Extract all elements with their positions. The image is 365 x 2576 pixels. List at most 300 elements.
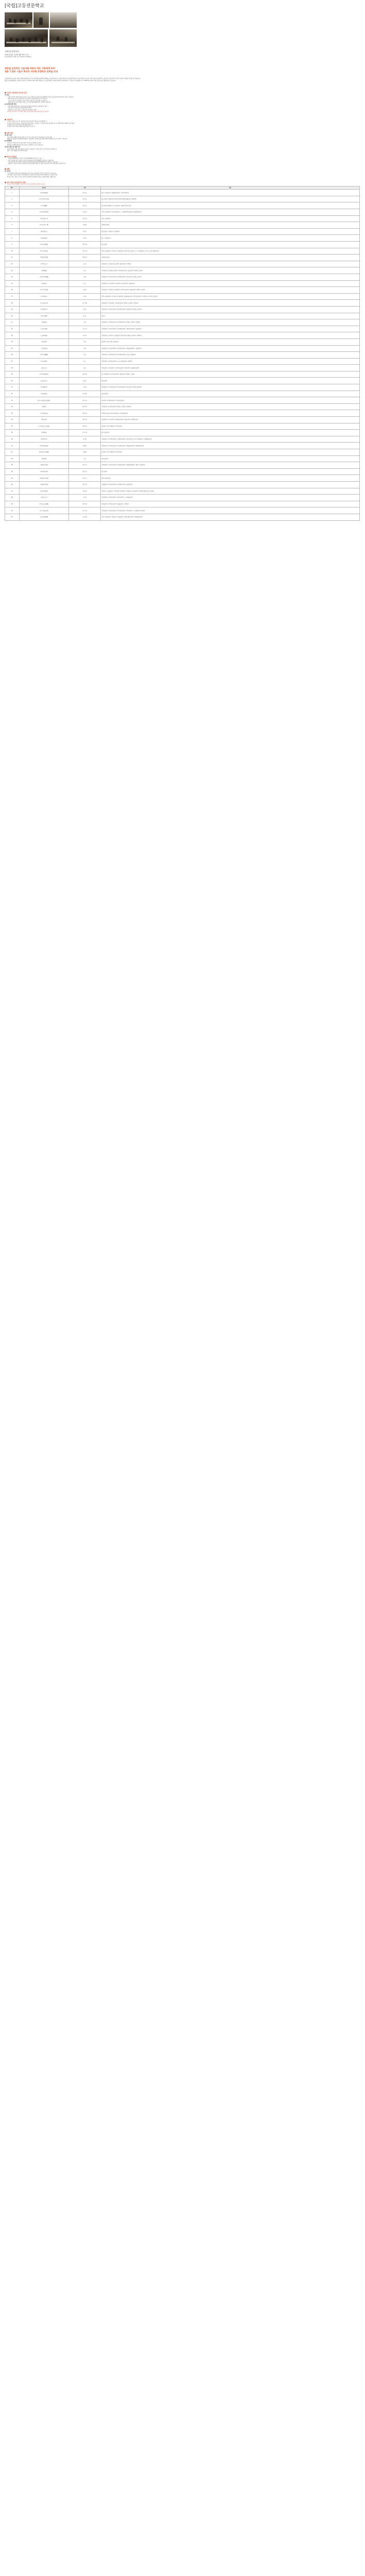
- lead-line: 졸업 후 본과졸업생은 '준학사'의 칭호가 부여되며, 대학 3학년 편입학 또는 전공과(2년) 진학을 통해 학사 학위 취득도 가능합니다. 취업률은 거의 100%에 가까워 기업으로부터 높은 평가를 받고 있습니다.: [5, 79, 116, 81]
- table-cell: 1: [5, 190, 20, 196]
- table-cell: 기계공학과 / 전기정보공학과 / 전자제어공학과 / 건설시스템공학과: [101, 352, 360, 359]
- table-cell: 10: [5, 248, 20, 255]
- table-cell: 교토: [69, 352, 101, 359]
- table-cell: 기계공학과 / 전기정보공학과 / 전자제어공학과 / 환경도시공학과 / 건축학과: [101, 319, 360, 326]
- table-cell: 공학과: [101, 313, 360, 319]
- life-line: 기숙사에는 일본인 학생도 함께 생활하므로 일본어 실력 향상과 문화 이해에 큰 도움이 됩니다.: [7, 174, 58, 176]
- section-title: ■ 입학 절차: [5, 132, 13, 134]
- table-cell: 유게상선(弓削商船): [19, 449, 68, 456]
- table-cell: 와카야마: [69, 371, 101, 378]
- table-cell: 나라(奈良): [19, 365, 68, 371]
- table-row: [5, 248, 360, 255]
- table-cell: 44: [5, 468, 20, 475]
- support-line: · 국비 유학생의 경우 입학금·수업료가 면제되며 월 117,000엔의 장학금이 지급됩니다.: [7, 159, 54, 161]
- life-line: 2) 튜터 제도: 입학 후 1년간 일본인 학생 튜터가 배정되어 학습 및 생활 전반을 지원합니다.: [7, 176, 56, 178]
- table-cell: 도쿠시마: [69, 430, 101, 436]
- table-cell: 2: [5, 196, 20, 202]
- table-cell: 솔루션공학과: [101, 455, 360, 462]
- table-cell: 야마구치: [69, 423, 101, 430]
- table-cell: 40: [5, 443, 20, 449]
- column-header: 지역: [69, 187, 101, 190]
- table-cell: 오이타: [69, 495, 101, 501]
- table-cell: 도쿄(東京): [19, 280, 68, 287]
- table-cell: 기사라즈(木更津): [19, 274, 68, 280]
- table-cell: 도마코마이(苫小牧): [19, 196, 68, 202]
- table-cell: 창조공학과 (엘렉트로닉스·정보공학·기계공학·건축디자인): [101, 202, 360, 209]
- table-cell: 11: [5, 255, 20, 261]
- intro-line: 3개년 편입을 포함해 생활·학비 안내: [5, 54, 28, 56]
- procedure-line: 입학 시기는 4월입니다. (3학년 편입): [7, 149, 27, 151]
- table-cell: 기후(岐阜): [19, 319, 68, 326]
- table-row: [5, 352, 360, 359]
- table-cell: 도요타(豊田): [19, 332, 68, 339]
- table-cell: 기후: [69, 319, 101, 326]
- table-cell: 가고시마(鹿児島): [19, 507, 68, 514]
- table-cell: 12: [5, 261, 20, 267]
- headline-line: 취준을 실천적인 기술자를 목표로 하는 사람에게 최적: [5, 67, 55, 70]
- table-cell: 히로시마상선(広島商船): [19, 397, 68, 404]
- table-cell: 기계시스템공학과 / 전기정보공학과 / 시스템제어정보공학과 / 물질화학공학과: [101, 209, 360, 216]
- table-cell: 상선학과 / 전자기계공학과 / 정보공학과: [101, 423, 360, 430]
- table-cell: 산업시스템공학과: [101, 215, 360, 222]
- section-title: ■ 생활: [5, 168, 10, 170]
- life-line: 고전 대부분은 학생 기숙사(학료)를 갖추고 있으며 유학생은 우선적으로 입사할 수 있습니다.: [7, 173, 57, 174]
- table-cell: 미야자키: [69, 501, 101, 507]
- table-cell: 홋카이도: [69, 196, 101, 202]
- table-row: [5, 378, 360, 384]
- table-cell: 오야마(小山): [19, 261, 68, 267]
- table-cell: 종합이공학과: [101, 391, 360, 397]
- table-cell: 창조공학과: [101, 468, 360, 475]
- admission-line: ① 외국 국적을 가진 자로 외국에서 학교교육 12년 과정을 이수(예정)한 자: [7, 121, 47, 123]
- table-row: [5, 313, 360, 319]
- table-cell: 14: [5, 274, 20, 280]
- table-cell: 기계공학과 / 전기정보공학과 / 도시시스템공학과 / 건축학과: [101, 358, 360, 365]
- table-row: [5, 215, 360, 222]
- table-cell: 기계공학과 / 전기전자창조공학과 / 물질공학과 / 건축학과: [101, 261, 360, 267]
- table-cell: 니이하마(新居浜): [19, 443, 68, 449]
- table-row: [5, 345, 360, 352]
- table-cell: 기계공학과 / 전기전자시스템공학과 / 정보공학과 / 환경도시공학과 / 건축학과: [101, 332, 360, 339]
- table-cell: 아오모리: [69, 215, 101, 222]
- table-cell: 22: [5, 326, 20, 332]
- table-row: [5, 371, 360, 378]
- table-cell: 8: [5, 235, 20, 242]
- table-cell: 32: [5, 391, 20, 397]
- table-cell: 센다이(仙台): [19, 228, 68, 235]
- table-row: [5, 391, 360, 397]
- table-row: [5, 514, 360, 520]
- table-cell: 미래창조공학과: [101, 222, 360, 229]
- table-cell: 에히메: [69, 443, 101, 449]
- admission-line: ② 일본어능력이 입학 후 수업을 받기에 충분하다고 인정되는 자 (일본어능력시험 N2 이상 또는 EJU 일본어 200점 이상 권장): [7, 122, 75, 124]
- table-cell: 5: [5, 215, 20, 222]
- school-name: 국립고등전문학교: [5, 50, 19, 53]
- support-section: [5, 156, 360, 165]
- table-cell: 창조시스템공학과: [101, 235, 360, 242]
- table-cell: 기계공학과 / 전기전자공학과 / 전자제어공학과 / 제어정보공학과 / 물질공학과: [101, 326, 360, 332]
- table-cell: 기계공학과 / 전기정보공학과 / 물질공학과 / 건축학과: [101, 501, 360, 507]
- table-row: [5, 196, 360, 202]
- table-row: [5, 267, 360, 274]
- life-section: [5, 168, 360, 178]
- table-cell: 마쓰에(松江): [19, 384, 68, 391]
- subsection-title: 2) 선발방법: [5, 140, 12, 142]
- table-cell: 기계공학과 / 전기정보공학과 / 전자제어공학과 / 생물응용화학과 / 환경재료공학과: [101, 443, 360, 449]
- table-cell: 42: [5, 455, 20, 462]
- table-cell: 아사히카와(旭川): [19, 209, 68, 216]
- table-cell: 기계전기공학과 / 정보전자공학과 / 토목건축공학과: [101, 410, 360, 417]
- table-cell: 미에: [69, 338, 101, 345]
- table-row: [5, 449, 360, 456]
- table-cell: 후쿠이: [69, 306, 101, 313]
- table-cell: 기계공학과 / 전기전자공학과 / 전자제어공학과 / 정보공학과 / 도시환경디자인공학과: [101, 507, 360, 514]
- table-cell: 후쿠오카: [69, 468, 101, 475]
- table-row: [5, 274, 360, 280]
- table-cell: 시마네: [69, 384, 101, 391]
- table-cell: 고치: [69, 455, 101, 462]
- feature-line: · 입학 후 3년간 일반교육(국어, 영어, 수학, 사회 등)과 전문교육을 병행하며 학년이 올라갈수록 전문과목의 비중이 커집니다.: [7, 96, 74, 98]
- table-cell: 기계공학과 / 전기전자공학과 / 제어정보공학과 / 생물응용화학과 / 재료시스템공학과: [101, 462, 360, 469]
- route-line: · 일본 정부(문부과학성) 국비외국인유학생(고등전문학교 유학생)으로 입학: [7, 105, 47, 107]
- table-cell: 16: [5, 287, 20, 294]
- table-cell: 군마(群馬): [19, 267, 68, 274]
- section-title: ■ 고전의 교육과정 목적 및 특징: [5, 92, 27, 94]
- table-cell: 야마구치: [69, 410, 101, 417]
- table-row: [5, 202, 360, 209]
- table-cell: 창조기술공학과: [101, 430, 360, 436]
- table-row: [5, 235, 360, 242]
- table-cell: 에히메: [69, 449, 101, 456]
- table-row: [5, 481, 360, 488]
- procedure-line: 제출서류: 입학원서, 졸업(예정)증명서, 성적증명서, 일본어능력 증명서, EJU 성적통지서 사본, 추천서, 여권 사본: [7, 138, 67, 140]
- table-cell: 후쿠시마(福島): [19, 248, 68, 255]
- table-row: [5, 287, 360, 294]
- feature-line: · 실험·실습을 중시한 교육과정으로 실천적인 기술을 몸에 익힐 수 있습니다.: [7, 98, 48, 100]
- table-cell: 누마즈(沼津): [19, 326, 68, 332]
- table-cell: 37: [5, 423, 20, 430]
- photo-collage: [5, 12, 77, 47]
- table-cell: 히로시마: [69, 397, 101, 404]
- table-cell: 28: [5, 365, 20, 371]
- table-cell: 생산디자인공학과: [101, 475, 360, 482]
- table-cell: 이바라키(茨城): [19, 255, 68, 261]
- table-cell: 기계공학과 / 전기공학과 / 제어정보공학과 / 물질공학과 / 경영정보학과: [101, 417, 360, 423]
- table-cell: 가고시마: [69, 507, 101, 514]
- table-row: [5, 468, 360, 475]
- table-cell: 6: [5, 222, 20, 229]
- route-line: · 사비 외국인 유학생으로 편입학(3학년 편입): [7, 107, 32, 109]
- admission-line: ③ 입학 시점 기준 만 17세 이상 22세 미만인 자: [7, 124, 33, 126]
- table-row: [5, 261, 360, 267]
- table-cell: 아리아케(有明): [19, 468, 68, 475]
- table-cell: 요나고(米子): [19, 378, 68, 384]
- table-cell: 오이타(大分): [19, 495, 68, 501]
- schools-table-body: [5, 190, 360, 520]
- table-cell: 38: [5, 430, 20, 436]
- table-cell: 47: [5, 488, 20, 495]
- table-cell: 쓰루오카(鶴岡): [19, 242, 68, 248]
- subsection-title: 1) 기숙사: [5, 171, 11, 173]
- table-cell: 효고: [69, 358, 101, 365]
- table-row: [5, 430, 360, 436]
- table-cell: 이치노세키(一関): [19, 222, 68, 229]
- table-cell: 나가노: [69, 313, 101, 319]
- table-cell: 아키타(秋田): [19, 235, 68, 242]
- table-row: [5, 255, 360, 261]
- section-title: ■ 전국 국립고등전문학교 일람: [5, 181, 26, 183]
- table-row: [5, 443, 360, 449]
- table-cell: 48: [5, 495, 20, 501]
- table-cell: 이시카와: [69, 300, 101, 307]
- table-cell: 하치노헤(八戸): [19, 215, 68, 222]
- table-cell: 기계시스템공학과 / 전기전자시스템공학과 / 화학·바이오공학과 / 도시시스템공학과 / 비즈니스코뮤니케이션학과: [101, 248, 360, 255]
- support-line: · 입학금: 84,600엔 / 수업료: 연간 234,600엔 (국립 고전 기준): [7, 158, 42, 160]
- table-cell: 기계공학과 / 전기정보공학과 / 환경도시공학과 / 건축학과: [101, 403, 360, 410]
- table-cell: 고치(高知): [19, 455, 68, 462]
- table-cell: 와카야마(和歌山): [19, 371, 68, 378]
- table-row: [5, 209, 360, 216]
- table-cell: 히로시마: [69, 403, 101, 410]
- table-cell: 후쿠오카: [69, 462, 101, 469]
- table-cell: 36: [5, 417, 20, 423]
- feature-line: · 로봇콘테스트, 프로그래밍 콘테스트 등 각종 경진대회에 적극 참가하고 있습니다.: [7, 101, 51, 104]
- table-cell: 나가사키: [69, 481, 101, 488]
- table-cell: 홋카이도: [69, 209, 101, 216]
- headline-line: 일본 기업의 기술자 학교로 국공립 공립학교 입학을 안내: [5, 70, 58, 73]
- table-cell: 미에: [69, 345, 101, 352]
- table-cell: 홋카이도: [69, 190, 101, 196]
- table-cell: 21: [5, 319, 20, 326]
- table-cell: 기계공학과 / 전기전자공학과 / 전자제어공학과 / 물질공학과: [101, 481, 360, 488]
- table-cell: 도야마: [69, 293, 101, 300]
- table-cell: 20: [5, 313, 20, 319]
- table-cell: 4: [5, 209, 20, 216]
- page-title: [국립]고등전문학교: [5, 4, 44, 9]
- table-cell: 야마가타: [69, 242, 101, 248]
- table-cell: 사세보(佐世保): [19, 481, 68, 488]
- table-cell: 35: [5, 410, 20, 417]
- table-cell: 기계시스템공학과 / 전기제어시스템공학과 / 물질화학공학과 / 전자정보공학과 / 국제비즈니스학과 / 상선학과: [101, 293, 360, 300]
- table-row: [5, 488, 360, 495]
- table-cell: 25: [5, 345, 20, 352]
- table-cell: 후쿠이(福井): [19, 306, 68, 313]
- table-cell: 34: [5, 403, 20, 410]
- table-cell: 기계공학과 / 전기공학과 / 전자제어공학과 / 정보공학과 / 물질화학공학과: [101, 365, 360, 371]
- table-cell: 13: [5, 267, 20, 274]
- table-row: [5, 326, 360, 332]
- table-row: [5, 417, 360, 423]
- table-cell: 기계지능시스템공학과 / 건축사회디자인공학과 / 생물화학시스템공학과 / 정보통신엘렉트로닉스공학과: [101, 488, 360, 495]
- admission-line: ④ 일본 입국 후 '유학' 재류자격을 취득할 수 있는 자: [7, 126, 36, 128]
- table-row: [5, 190, 360, 196]
- table-cell: 19: [5, 306, 20, 313]
- table-row: [5, 293, 360, 300]
- table-cell: 돗토리: [69, 378, 101, 384]
- procedure-line: 합격자 발표는 1월~2월 중순에 실시되며, 입학금 및 수업료 납부 후 입학 절차가 완료됩니다.: [7, 148, 57, 150]
- intro: [5, 54, 138, 58]
- table-cell: 기계공학과 / 전자메디어공학과 / 전자정보공학과 / 물질공학과 / 환경도시공학과: [101, 267, 360, 274]
- table-cell: 오카야마: [69, 391, 101, 397]
- table-cell: 3: [5, 202, 20, 209]
- table-cell: 스즈카(鈴鹿): [19, 345, 68, 352]
- table-row: [5, 300, 360, 307]
- table-cell: 오키나와(沖縄): [19, 514, 68, 520]
- table-row: [5, 306, 360, 313]
- table-row: [5, 242, 360, 248]
- table-cell: 상선학과 / 전자기계공학과 / 정보공학과: [101, 449, 360, 456]
- route-line: · 말레이시아, 몽골, 태국 등 정부 파견 유학생으로 입학: [7, 109, 37, 111]
- admission-section: [5, 118, 360, 128]
- table-cell: 30: [5, 378, 20, 384]
- table-cell: 18: [5, 300, 20, 307]
- table-cell: 나라: [69, 365, 101, 371]
- column-header: No.: [5, 187, 20, 190]
- table-cell: 총합공학과 / 정보전자시스템공학과: [101, 228, 360, 235]
- table-cell: 마이즈루(舞鶴): [19, 352, 68, 359]
- table-cell: 군마: [69, 267, 101, 274]
- table-cell: 도야마(富山): [19, 293, 68, 300]
- table-cell: 50: [5, 507, 20, 514]
- table-row: [5, 358, 360, 365]
- table-cell: 49: [5, 501, 20, 507]
- subsection-title: 3) 합격 발표 및 입학 수속: [5, 146, 21, 148]
- table-cell: 기계공학과 / 전기전자시스템공학과 / 전자제어공학과 / 물질공학과 / 환경도시공학과: [101, 287, 360, 294]
- table-cell: 이와테: [69, 222, 101, 229]
- table-row: [5, 507, 360, 514]
- table-cell: 51: [5, 514, 20, 520]
- subsection-title: 2) 유학생 입학 경로: [5, 104, 17, 106]
- column-header: 학과: [101, 187, 360, 190]
- table-cell: 아카시(明石): [19, 358, 68, 365]
- lecture-hall-photo: [5, 29, 48, 47]
- table-row: [5, 423, 360, 430]
- table-cell: 39: [5, 436, 20, 443]
- table-row: [5, 384, 360, 391]
- table-row: [5, 436, 360, 443]
- table-cell: 기계공학과 / 전기공학과 / 전자정보공학과 / 환경도시공학과 / 건축학과: [101, 300, 360, 307]
- table-row: [5, 495, 360, 501]
- section-title: ■ 지원자격: [5, 118, 13, 121]
- table-cell: 지바: [69, 274, 101, 280]
- table-row: [5, 365, 360, 371]
- support-line: · 사비 유학생은 문부과학성 외국인 유학생 학습장려비(월 48,000엔) 등에 지원할 수 있습니다.: [7, 161, 58, 163]
- table-cell: 하코다테(函館): [19, 190, 68, 196]
- procedure-section: [5, 132, 360, 151]
- schools-table: [5, 186, 360, 520]
- table-cell: 창조공학과: [101, 242, 360, 248]
- column-header: 학교명: [19, 187, 68, 190]
- table-row: [5, 455, 360, 462]
- table-row: [5, 397, 360, 404]
- table-cell: 상선학과 / 전자제어공학과 / 유통정보공학과: [101, 397, 360, 404]
- table-cell: 도쿠야마(徳山): [19, 410, 68, 417]
- table-cell: 33: [5, 397, 20, 404]
- table-cell: 후쿠시마: [69, 248, 101, 255]
- table-cell: 31: [5, 384, 20, 391]
- table-row: [5, 501, 360, 507]
- subsection-title: 1) 원서 접수: [5, 134, 12, 137]
- table-row: [5, 475, 360, 482]
- table-cell: 기계공학과 / 전기정보공학과 / 기계전자공학과 / 정보공학과 / 전자시스템공학과 / 건설환경공학과: [101, 436, 360, 443]
- feature-line: · 소인수 교육으로 교원과의 거리가 가깝고 세심한 지도를 받을 수 있습니다.: [7, 99, 48, 101]
- table-note: ※ 학과 구성은 변경될 수 있으므로 각 학교 홈페이지를 확인해 주십시오.: [7, 183, 46, 185]
- table-row: [5, 403, 360, 410]
- lead-line: 고등전문학교(고전)는 중학교 졸업자를 대상으로 하는 5년제(상선계 5년 6개월) 고등교육기관으로, 실천적·창조적 기술자를 육성하는 것을 목적으로 합니다. 일본 전국에 국립 51교, 공립 3교, 사립 3교가 있으며 외국인 유학생도 받아들이고 있습니다.: [5, 78, 141, 79]
- campus-photo: [50, 12, 77, 28]
- classroom-photo-2: [33, 12, 49, 28]
- table-cell: 나가오카(長岡): [19, 287, 68, 294]
- table-cell: 기계공학과 / 전기전자공학과 / 전자정보공학과 / 생물응용화학과 / 재료공학과: [101, 345, 360, 352]
- table-cell: 기계공학과 / 전기공학과 / 전자공학과 / 정보공학과 / 물질공학과: [101, 280, 360, 287]
- headline: [5, 67, 159, 73]
- procedure-line: 매년 11월~12월 (학교별 상이) 각 고전 입시 담당 창구로 직접 제출 또는 우편 제출: [7, 137, 52, 138]
- table-cell: 41: [5, 449, 20, 456]
- table-cell: 기계공학과 / 전기전자공학과 / 전자제어공학과 / 정보공학과 / 환경도시공학과: [101, 274, 360, 280]
- procedure-line: 학력검사는 EJU(일본유학시험) 성적으로 대체하는 학교가 많습니다.: [7, 144, 44, 146]
- table-cell: 43: [5, 462, 20, 469]
- table-cell: 국제창조공학과: [101, 255, 360, 261]
- route-note: ※ 한국인의 경우 국비 유학생 선발은 주한일본대사관을 통해 매년 실시됩니다.: [7, 111, 49, 112]
- table-cell: 쓰야마(津山): [19, 391, 68, 397]
- lab-photo: [49, 29, 77, 47]
- table-cell: 구마모토: [69, 488, 101, 495]
- table-cell: 가가와(香川): [19, 436, 68, 443]
- table-cell: 미야기: [69, 228, 101, 235]
- table-cell: 구레(呉): [19, 403, 68, 410]
- table-row: [5, 228, 360, 235]
- table-cell: 45: [5, 475, 20, 482]
- table-cell: 생산시스템공학과 / 물질환경공학과 / 사회기반공학과: [101, 190, 360, 196]
- table-cell: 24: [5, 338, 20, 345]
- table-cell: 지능기계공학과 / 전기정보공학과 / 물질공학과 / 환경도시공학과: [101, 371, 360, 378]
- table-cell: 구마모토(熊本): [19, 488, 68, 495]
- classroom-photo-1: [5, 12, 32, 28]
- table-row: [5, 410, 360, 417]
- table-cell: 아난(阿南): [19, 430, 68, 436]
- table-cell: 26: [5, 352, 20, 359]
- table-cell: 오시마상선(大島商船): [19, 423, 68, 430]
- table-cell: 도쿄: [69, 280, 101, 287]
- table-cell: 도바(鳥羽): [19, 338, 68, 345]
- table-cell: 구루메(久留米): [19, 462, 68, 469]
- table-cell: 이시카와(石川): [19, 300, 68, 307]
- table-cell: 시즈오카: [69, 326, 101, 332]
- table-row: [5, 280, 360, 287]
- table-cell: 후쿠오카: [69, 475, 101, 482]
- table-cell: 니가타: [69, 287, 101, 294]
- table-cell: 기타큐슈(北九州): [19, 475, 68, 482]
- table-cell: 야마구치: [69, 417, 101, 423]
- table-cell: 29: [5, 371, 20, 378]
- table-cell: 기계공학과 / 전기정보공학과 / 전자제어공학과 / 정보공학과 / 환경·건설공학과: [101, 384, 360, 391]
- table-cell: 기계공학과 / 전기전자공학과 / 정보공학과 / 도시·환경공학과: [101, 495, 360, 501]
- table-cell: 46: [5, 481, 20, 488]
- procedure-line: 서류심사, 학력검사(수학·물리·화학), 면접 등을 종합적으로 평가: [7, 142, 42, 144]
- table-cell: 상선학과 / 정보기계시스템공학과: [101, 338, 360, 345]
- table-cell: 기계공학과 / 전기전자공학과 / 전자정보공학과 / 물질공학과 / 환경도시공학과: [101, 306, 360, 313]
- table-cell: 아이치: [69, 332, 101, 339]
- table-cell: 27: [5, 358, 20, 365]
- table-cell: 아키타: [69, 235, 101, 242]
- table-cell: 미야코노조(都城): [19, 501, 68, 507]
- table-cell: 도치기: [69, 261, 101, 267]
- table-cell: 17: [5, 293, 20, 300]
- table-row: [5, 462, 360, 469]
- table-cell: 오키나와: [69, 514, 101, 520]
- table-cell: 나가노(長野): [19, 313, 68, 319]
- table-cell: 15: [5, 280, 20, 287]
